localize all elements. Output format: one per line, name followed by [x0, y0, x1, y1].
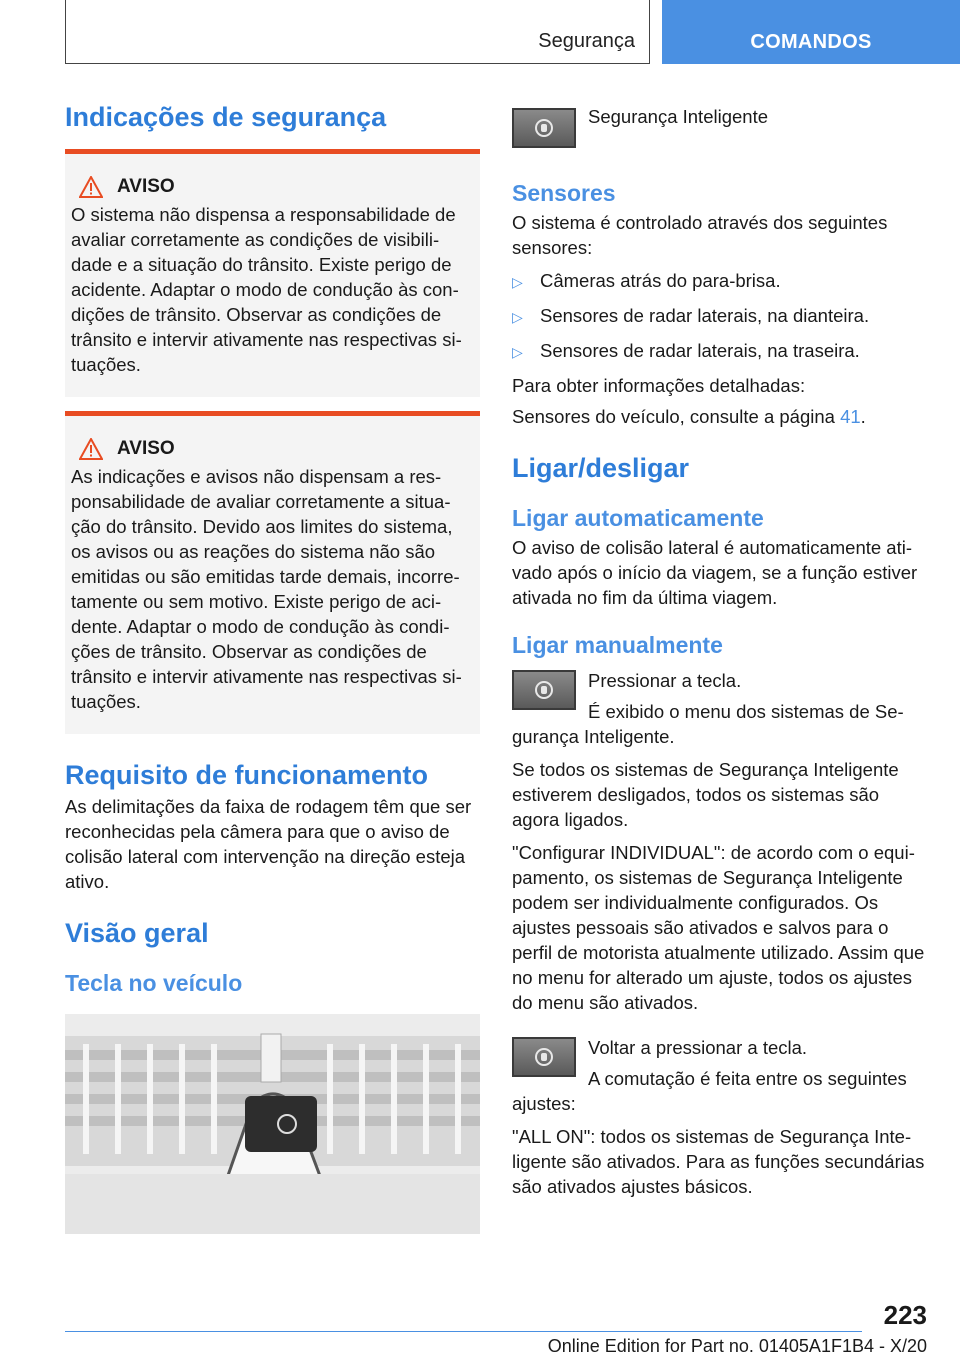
- header-chapter-label: COMANDOS: [750, 31, 872, 53]
- menu-shown-text: É exibido o menu dos sistemas de Segurança Inteligente.: [512, 701, 904, 747]
- key-in-vehicle-title: Tecla no veículo: [65, 970, 243, 996]
- sensors-title: Sensores: [512, 180, 616, 206]
- intelligent-safety-button-image: [512, 108, 576, 148]
- bullet-triangle-icon: ▷: [512, 274, 523, 290]
- warning-box-2: [65, 411, 480, 734]
- header-chapter-tab[interactable]: [662, 0, 960, 64]
- requirement-title: Requisito de funcionamento: [65, 760, 429, 790]
- sensors-intro: O sistema é controlado através dos seguintes sensores:: [512, 212, 888, 258]
- list-item: ▷ Sensores de radar laterais, na dianteira.: [512, 303, 930, 330]
- intelligent-safety-caption: Segurança Inteligente: [588, 106, 768, 127]
- safety-title: Indicações de segurança: [65, 102, 387, 132]
- header-section-title: Segurança: [538, 30, 635, 52]
- warning-label-2: AVISO: [117, 438, 175, 459]
- warning-box-1: [65, 149, 480, 397]
- warning-text-1: O sistema não dispensa a responsabilidade de avaliar corretamente as condições de visibilidade e a situação do trânsito. Existe perigo de acidente. Adaptar o modo de condução às condições de trânsito. Observar as condições de trânsito e intervir ativamente nas respectivas situações.: [71, 204, 462, 375]
- overview-title: Visão geral: [65, 918, 209, 948]
- page-number: 223: [883, 1300, 927, 1330]
- warning-label-1: AVISO: [117, 176, 175, 197]
- warning-heading-1: [71, 174, 474, 200]
- info-line: Para obter informações detalhadas:: [512, 375, 806, 396]
- footer-divider: [65, 1331, 862, 1332]
- all-off-text: Se todos os sistemas de Segurança Inteligente estiverem desligados, todos os sistemas são agora ligados.: [512, 759, 899, 830]
- auto-on-text: O aviso de colisão lateral é automaticamente ativado após o início da viagem, se a função estiver ativada no fim da última viagem.: [512, 537, 918, 608]
- auto-on-title: Ligar automaticamente: [512, 505, 764, 531]
- switch-text: A comutação é feita entre os seguintes ajustes:: [512, 1068, 907, 1114]
- press-again-text: Voltar a pressionar a tecla.: [588, 1037, 808, 1058]
- all-on-text: "ALL ON": todos os sistemas de Segurança Inteligente são ativados. Para as funções secundárias são ativados ajustes básicos.: [512, 1126, 925, 1197]
- header-section-box: [65, 0, 650, 64]
- press-again-block: [512, 1035, 930, 1116]
- warning-text-2: As indicações e avisos não dispensam a responsabilidade de avaliar corretamente a situação do trânsito. Devido aos limites do sistema, os avisos ou as reações do sistema não são emitidas ou são emitidas tarde demais, incorretamente ou sem motivo. Existe perigo de acidente. Adaptar o modo de condução às condições de trânsito. Observar as condições de trânsito e intervir ativamente nas respectivas situações.: [71, 466, 462, 712]
- manual-press-block: [512, 668, 930, 749]
- list-item: ▷ Câmeras atrás do para-brisa.: [512, 268, 930, 295]
- page-reference-link[interactable]: 41: [840, 406, 861, 427]
- left-column: [65, 100, 480, 1234]
- list-item: ▷ Sensores de radar laterais, na traseira.: [512, 338, 930, 365]
- bullet-triangle-icon: ▷: [512, 344, 523, 360]
- right-column: [512, 100, 930, 1199]
- individual-text: "Configurar INDIVIDUAL": de acordo com o equipamento, os sistemas de Segurança Inteligente podem ser individualmente configurados. Os ajustes pessoais são ativados e salvos para o perfil de motorista atualmente utilizado. Assim que no menu for alterado um ajuste, todos os ajustes do menu são ativados.: [512, 842, 925, 1013]
- bullet-triangle-icon: ▷: [512, 309, 523, 325]
- press-key-text: Pressionar a tecla.: [588, 670, 742, 691]
- intelligent-safety-button-image: [512, 670, 576, 710]
- intelligent-safety-button-image: [512, 1037, 576, 1077]
- center-console-illustration: [65, 1014, 480, 1234]
- vehicle-button-photo: [65, 1014, 480, 1234]
- warning-triangle-icon: [79, 176, 103, 198]
- sensor-reference: Sensores do veículo, consulte a página 41.: [512, 406, 866, 427]
- requirement-text: As delimitações da faixa de rodagem têm que ser reconhecidas pela câmera para que o aviso de colisão lateral com intervenção na direção esteja ativo.: [65, 796, 472, 892]
- onoff-title: Ligar/desligar: [512, 453, 690, 483]
- intelligent-safety-button-row: [512, 100, 930, 148]
- manual-on-title: Ligar manualmente: [512, 632, 723, 658]
- warning-heading-2: [71, 436, 474, 462]
- shield-car-icon: [533, 679, 555, 701]
- shield-car-icon: [533, 117, 555, 139]
- shield-car-icon: [533, 1046, 555, 1068]
- warning-triangle-icon: [79, 438, 103, 460]
- footer-edition: Online Edition for Part no. 01405A1F1B4 - X/20: [547, 1336, 927, 1356]
